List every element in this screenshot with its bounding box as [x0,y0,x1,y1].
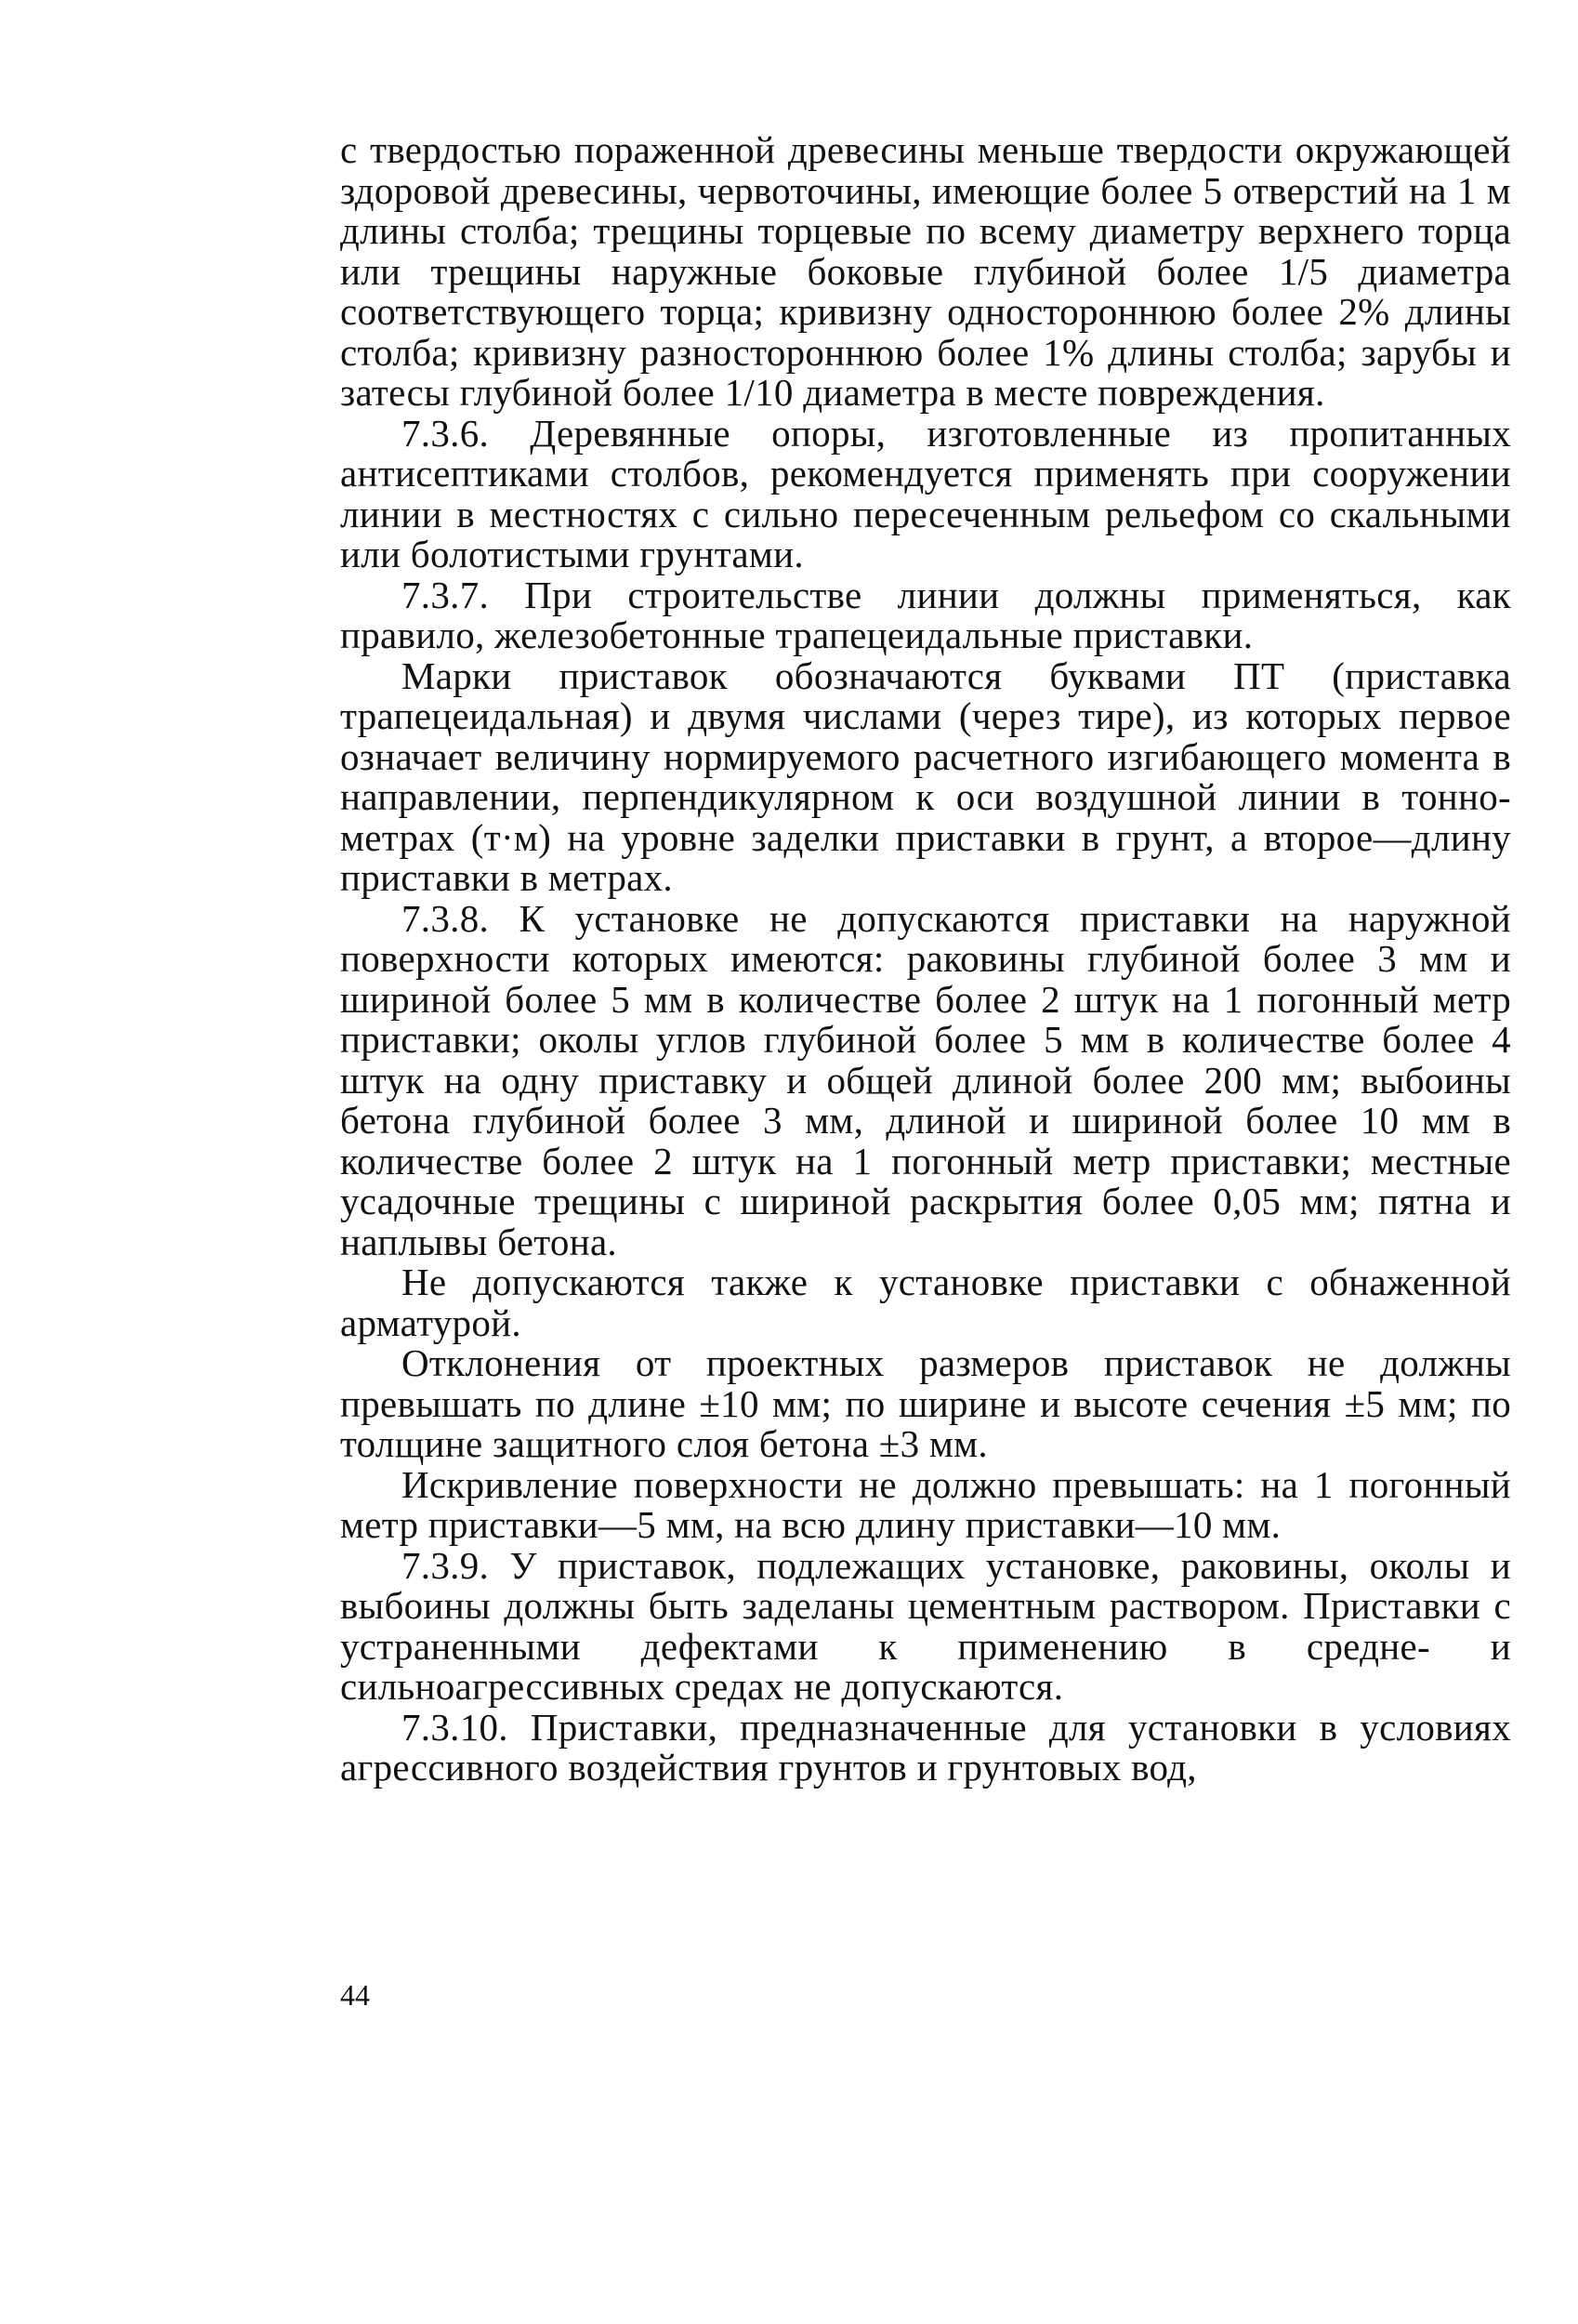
page-number: 44 [340,1978,370,2012]
paragraph-tolerances: Отклонения от проектных размеров приставок не должны превышать по длине ±10 мм; по ширине и высоте сечения ±5 мм; по толщине защитного слоя бетона ±3 мм. [340,1341,1511,1465]
paragraph-curvature: Искривление поверхности не должно превышать: на 1 погонный метр приставки—5 мм, на всю длину приставки—10 мм. [340,1462,1511,1546]
paragraph-7-3-10: 7.3.10. Приставки, предназначенные для установки в условиях агрессивного воздействия грунтов и грунтовых вод, [340,1705,1511,1789]
paragraph-7-3-9: 7.3.9. У приставок, подлежащих установке, раковины, околы и выбоины должны быть заделаны цементным раствором. Приставки с устраненными дефектами к применению в средне- и сильноагрессивных средах не допускаются. [340,1543,1511,1708]
paragraph-continued: с твердостью пораженной древесины меньше твердости окружающей здоровой древесины, червоточины, имеющие более 5 отверстий на 1 м длины столба; трещины торцевые по всему диаметру верхнего торца или трещины наружные боковые глубиной более 1/5 диаметра соответствующего торца; кривизну одностороннюю более 2% длины столба; кривизну разностороннюю более 1% длины столба; зарубы и затесы глубиной более 1/10 диаметра в месте повреждения. [340,128,1511,414]
paragraph-7-3-6: 7.3.6. Деревянные опоры, изготовленные из пропитанных антисептиками столбов, рекомендуется применять при сооружении линии в местностях с сильно пересеченным рельефом со скальными или болотистыми грунтами. [340,411,1511,575]
paragraph-7-3-7: 7.3.7. При строительстве линии должны применяться, как правило, железобетонные трапецеидальные приставки. [340,573,1511,656]
page-text [340,130,1511,1789]
paragraph-exposed-rebar: Не допускаются также к установке приставки с обнаженной арматурой. [340,1261,1511,1344]
paragraph-marking: Марки приставок обозначаются буквами ПТ (приставка трапецеидальная) и двумя числами (через тире), из которых первое означает величину нормируемого расчетного изгибающего момента в направлении, перпендикулярном к оси воздушной линии в тонно-метрах (т·м) на уровне заделки приставки в грунт, а второе—длину приставки в метрах. [340,654,1511,899]
paragraph-7-3-8: 7.3.8. К установке не допускаются приставки на наружной поверхности которых имеются: раковины глубиной более 3 мм и шириной более 5 мм в количестве более 2 штук на 1 погонный метр приставки; околы углов глубиной более 5 мм в количестве более 4 штук на одну приставку и общей длиной более 200 мм; выбоины бетона глубиной более 3 мм, длиной и шириной более 10 мм в количестве более 2 штук на 1 погонный метр приставки; местные усадочные трещины с шириной раскрытия более 0,05 мм; пятна и наплывы бетона. [340,896,1511,1263]
